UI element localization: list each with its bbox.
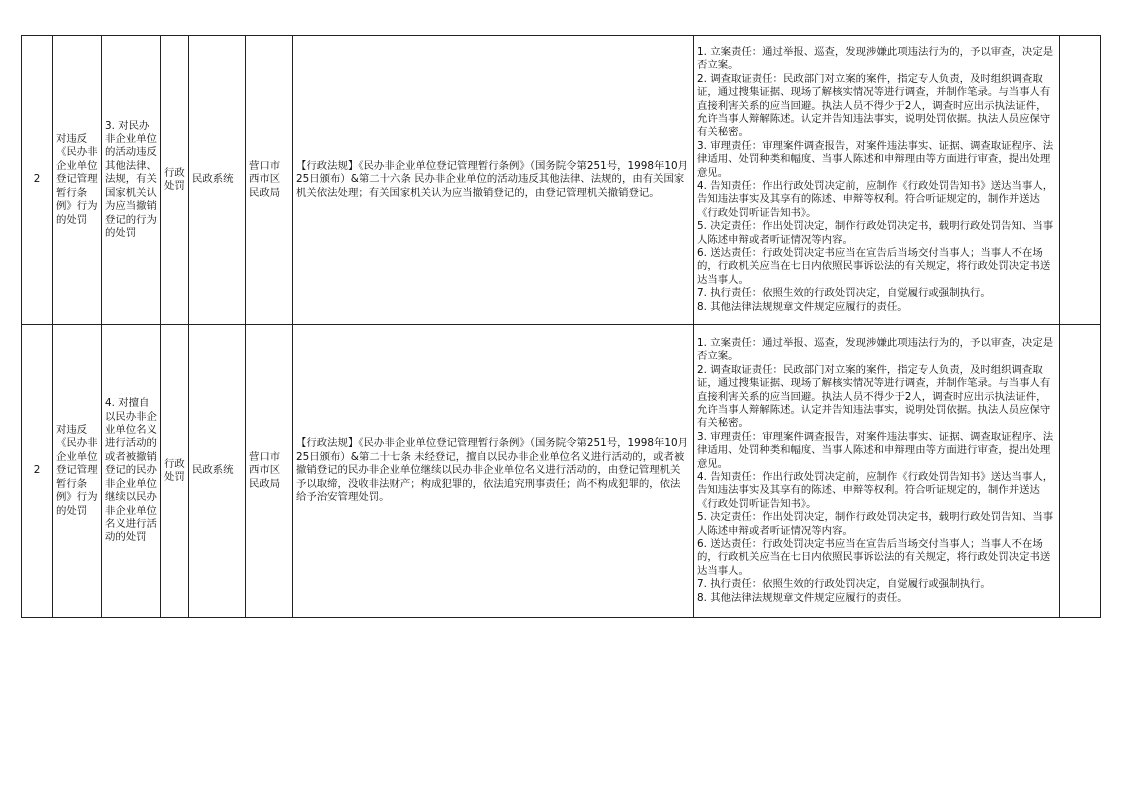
responsibility-item: 1. 立案责任：通过举报、巡查，发现涉嫌此项违法行为的，予以审查，决定是否立案。 [697,336,1054,363]
responsibility-list [694,325,1060,618]
responsibility-item: 8. 其他法律法规规章文件规定应履行的责任。 [697,591,908,604]
responsibility-item: 5. 决定责任：作出处罚决定，制作行政处罚决定书，载明行政处罚告知、当事人陈述申辩或者听证情况等内容。 [697,220,1054,246]
power-type: 行政处罚 [161,36,189,325]
responsibility-item: 2. 调查取证责任：民政部门对立案的案件，指定专人负责，及时组织调查取证，通过搜集证据、现场了解核实情况等进行调查，并制作笔录。与当事人有直接利害关系的应当回避。执法人员不得少于2人，调查时应出示执法证件，允许当事人辩解陈述。认定并告知违法事实，说明处罚依据。执法人员应保守有关秘密。 [697,363,1051,430]
responsibility-item: 6. 送达责任：行政处罚决定书应当在宣告后当场交付当事人；当事人不在场的，行政机关应当在七日内依照民事诉讼法的有关规定，将行政处罚决定书送达当事人。 [697,247,1051,286]
item-name: 对违反《民办非企业单位登记管理暂行条例》行为的处罚 [53,36,102,325]
responsibility-item: 4. 告知责任：作出行政处罚决定前，应制作《行政处罚告知书》送达当事人，告知违法事实及其享有的陈述、申辩等权利。符合听证规定的，制作并送达《行政处罚听证告知书》。 [697,471,1054,510]
department-name: 营口市西市区民政局 [246,36,293,325]
power-type: 行政处罚 [161,325,189,618]
sub-item-name: 3. 对民办非企业单位的活动违反其他法律、法规，有关国家机关认为应当撤销登记的行为的处罚 [102,36,161,325]
responsibility-item: 8. 其他法律法规规章文件规定应履行的责任。 [697,300,908,313]
responsibility-item: 7. 执行责任：依照生效的行政处罚决定，自觉履行或强制执行。 [697,578,991,591]
responsibility-item: 7. 执行责任：依照生效的行政处罚决定，自觉履行或强制执行。 [697,287,991,300]
responsibility-item: 1. 立案责任：通过举报、巡查，发现涉嫌此项违法行为的，予以审查，决定是否立案。 [697,45,1054,72]
row-index: 2 [22,36,53,325]
item-name: 对违反《民办非企业单位登记管理暂行条例》行为的处罚 [53,325,102,618]
sub-item-name: 4. 对擅自以民办非企业单位名义进行活动的或者被撤销登记的民办非企业单位继续以民办非企业单位名义进行活动的处罚 [102,325,161,618]
responsibility-item: 2. 调查取证责任：民政部门对立案的案件，指定专人负责，及时组织调查取证，通过搜集证据、现场了解核实情况等进行调查，并制作笔录。与当事人有直接利害关系的应当回避。执法人员不得少于2人，调查时应出示执法证件，允许当事人辩解陈述。认定并告知违法事实，说明处罚依据。执法人员应保守有关秘密。 [697,72,1051,139]
responsibility-item: 3. 审理责任：审理案件调查报告，对案件违法事实、证据、调查取证程序、法律适用、处罚种类和幅度、当事人陈述和申辩理由等方面进行审查，提出处理意见。 [697,430,1054,470]
table-row [22,36,1101,325]
responsibility-item: 6. 送达责任：行政处罚决定书应当在宣告后当场交付当事人；当事人不在场的，行政机关应当在七日内依照民事诉讼法的有关规定，将行政处罚决定书送达当事人。 [697,538,1051,577]
system-name: 民政系统 [189,325,246,618]
row-index: 2 [22,325,53,618]
responsibility-list [694,36,1060,325]
remark-cell [1060,36,1101,325]
legal-basis: 【行政法规】《民办非企业单位登记管理暂行条例》（国务院令第251号，1998年10月25日颁布）&第二十七条 未经登记，擅自以民办非企业单位名义进行活动的，或者被撤销登记的民办非企业单位继续以民办非企业单位名义进行活动的，由登记管理机关予以取缔，没收非法财产；构成犯罪的，依法追究刑事责任；尚不构成犯罪的，依法给予治安管理处罚。 [293,325,694,618]
remark-cell [1060,325,1101,618]
responsibility-item: 3. 审理责任：审理案件调查报告，对案件违法事实、证据、调查取证程序、法律适用、处罚种类和幅度、当事人陈述和申辩理由等方面进行审查，提出处理意见。 [697,139,1054,179]
legal-basis: 【行政法规】《民办非企业单位登记管理暂行条例》（国务院令第251号，1998年10月25日颁布）&第二十六条 民办非企业单位的活动违反其他法律、法规的，由有关国家机关依法处理；有关国家机关认为应当撤销登记的，由登记管理机关撤销登记。 [293,36,694,325]
table-row [22,325,1101,618]
system-name: 民政系统 [189,36,246,325]
responsibility-item: 5. 决定责任：作出处罚决定，制作行政处罚决定书，载明行政处罚告知、当事人陈述申辩或者听证情况等内容。 [697,511,1054,537]
power-list-table [21,35,1101,618]
responsibility-item: 4. 告知责任：作出行政处罚决定前，应制作《行政处罚告知书》送达当事人，告知违法事实及其享有的陈述、申辩等权利。符合听证规定的，制作并送达《行政处罚听证告知书》。 [697,180,1054,219]
department-name: 营口市西市区民政局 [246,325,293,618]
